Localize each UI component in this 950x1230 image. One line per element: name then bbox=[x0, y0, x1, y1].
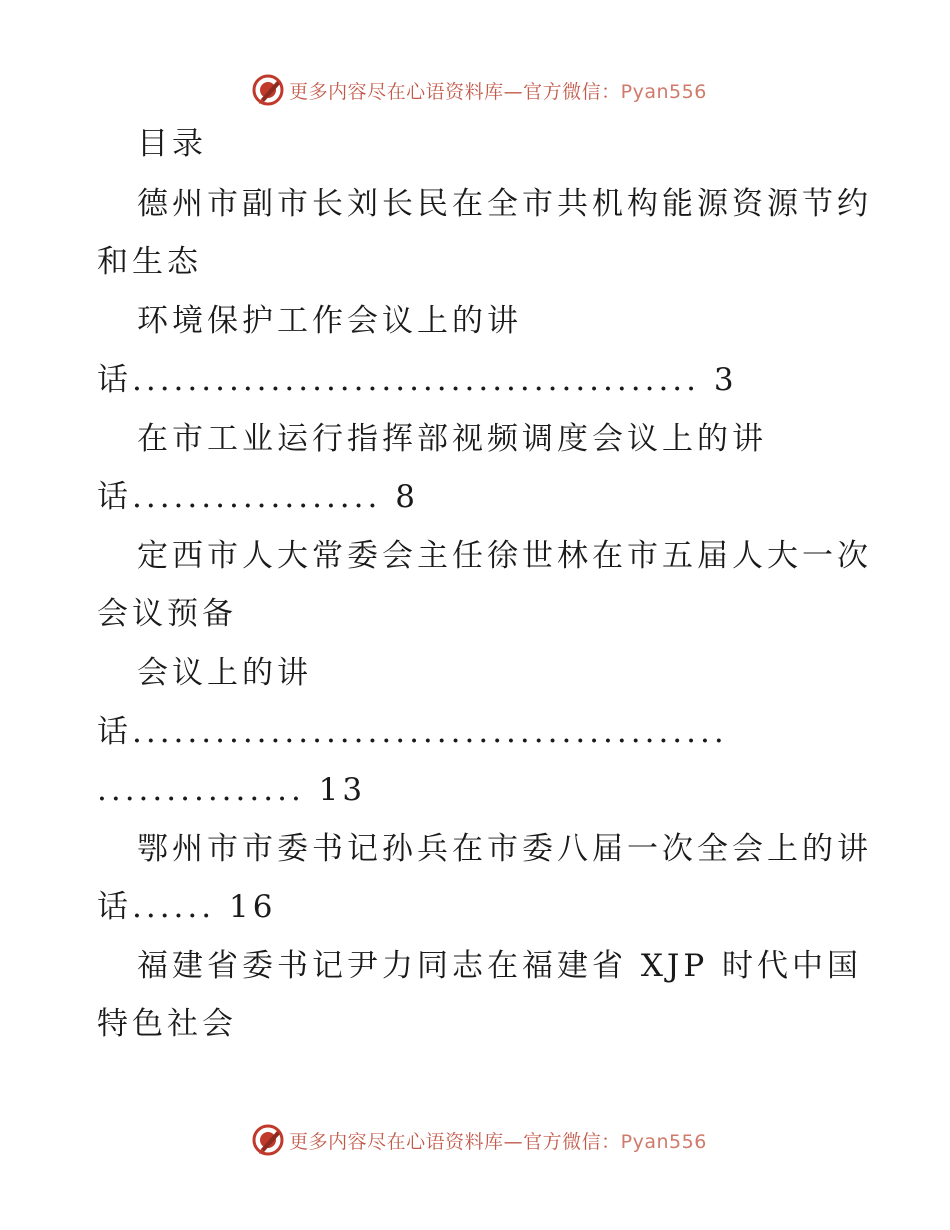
banner-content bbox=[251, 1123, 707, 1157]
toc-line: 德州市副市长刘长民在全市共机构能源资源节约 bbox=[137, 186, 872, 222]
banner-wechat-id: Pyan556 bbox=[620, 80, 707, 103]
toc-line: 特色社会 bbox=[97, 1006, 237, 1042]
footer-banner bbox=[0, 1120, 950, 1160]
banner-wechat-id: Pyan556 bbox=[620, 1130, 707, 1153]
toc-line: 会议预备 bbox=[97, 596, 237, 632]
banner-brand-text: 更多内容尽在心语资料库—官方微信： bbox=[289, 80, 621, 103]
toc-line: 会议上的讲 bbox=[137, 655, 312, 691]
pen-logo-icon bbox=[251, 1123, 285, 1157]
toc-line: 定西市人大常委会主任徐世林在市五届人大一次 bbox=[137, 538, 872, 574]
toc-line: 话.................. 8 bbox=[97, 479, 419, 515]
toc-line: ............... 13 bbox=[97, 772, 367, 808]
banner-text bbox=[289, 1127, 707, 1154]
toc-line: 福建省委书记尹力同志在福建省 XJP 时代中国 bbox=[137, 948, 863, 984]
toc-line: 鄂州市市委书记孙兵在市委八届一次全会上的讲 bbox=[137, 831, 872, 867]
toc-heading: 目录 bbox=[137, 126, 207, 162]
toc-line: 话......................................... 3 bbox=[97, 362, 738, 398]
banner-brand-text: 更多内容尽在心语资料库—官方微信： bbox=[289, 1130, 621, 1153]
toc-line: 话........................................... bbox=[97, 714, 728, 750]
toc-line: 在市工业运行指挥部视频调度会议上的讲 bbox=[137, 421, 767, 457]
toc-line: 话...... 16 bbox=[97, 889, 277, 925]
toc-line: 和生态 bbox=[97, 244, 202, 280]
toc-line: 环境保护工作会议上的讲 bbox=[137, 303, 522, 339]
